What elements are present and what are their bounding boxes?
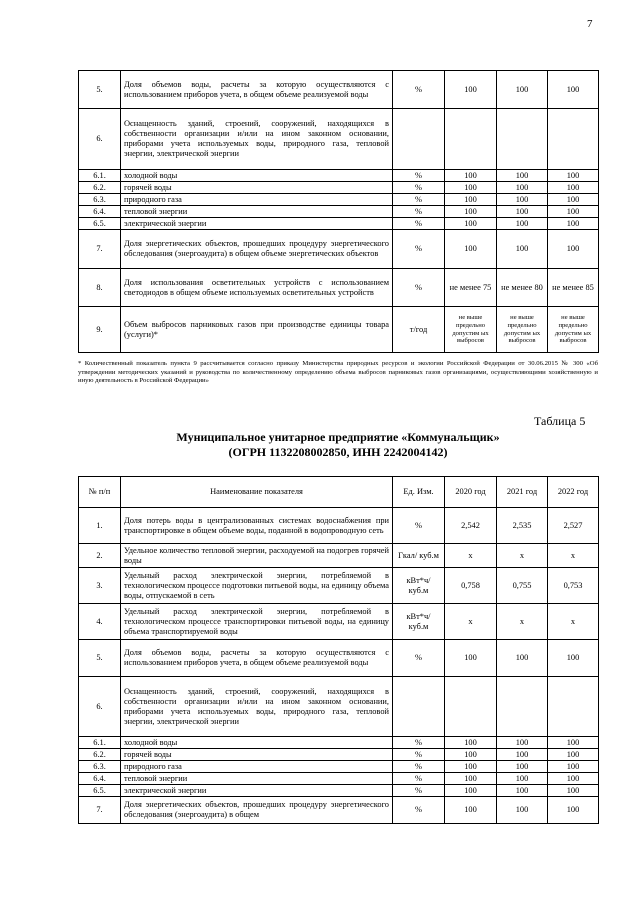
table-row: 7. Доля энергетических объектов, прошедших процедуру энергетического обследования (энергоаудита) в общем объеме энергетических объектов % 100 100 100 (79, 230, 599, 269)
organization-ids: (ОГРН 1132208002850, ИНН 2242004142) (228, 445, 448, 459)
table-row: 7. Доля энергетических объектов, прошедших процедуру энергетического обследования (энергоаудита) в общем % 100 100 100 (79, 797, 599, 824)
table-row: 6.4. тепловой энергии % 100 100 100 (79, 773, 599, 785)
table-header-row (79, 477, 599, 508)
table-row: 6.2. горячей воды % 100 100 100 (79, 182, 599, 194)
table-row: 6.4. тепловой энергии % 100 100 100 (79, 206, 599, 218)
table-row: 5. Доля объемов воды, расчеты за которую осуществляются с использованием приборов учета, в общем объеме реализуемой воды % 100 100 100 (79, 640, 599, 677)
table-row: 6.3. природного газа % 100 100 100 (79, 194, 599, 206)
table-row: 6.5. электрической энергии % 100 100 100 (79, 785, 599, 797)
table-row: 9. Объем выбросов парниковых газов при производстве единицы товара (услуги)* т/год не выше предельно допустим ых выбросов не выше предельно допустим ых выбросов не выше предельно допустим ых выбросов (79, 307, 599, 353)
header-2022: 2022 год (548, 477, 599, 508)
table-row: 6. Оснащенность зданий, строений, сооружений, находящихся в собственности организации и/или на ином законном основании, приборами учета используемых воды, природного газа, тепловой энергии, электрической энергии (79, 109, 599, 170)
header-2021: 2021 год (497, 477, 548, 508)
table-row: 2. Удельное количество тепловой энергии, расходуемой на подогрев горячей воды Гкал/ куб.м x x x (79, 544, 599, 568)
table-row: 4. Удельный расход электрической энергии, потребляемой в технологическом процессе транспортировки питьевой воды, на единицу объема транспортируемой воды кВт*ч/ куб.м x x x (79, 604, 599, 640)
header-name: Наименование показателя (121, 477, 393, 508)
table-label: Таблица 5 (534, 414, 586, 428)
table-row: 6.1. холодной воды % 100 100 100 (79, 170, 599, 182)
table-row: 1. Доля потерь воды в централизованных системах водоснабжения при транспортировке в общем объеме воды, поданной в водопроводную сеть % 2,542 2,535 2,527 (79, 508, 599, 544)
page-number: 7 (587, 18, 593, 30)
table-row: 6. Оснащенность зданий, строений, сооружений, находящихся в собственности организации и/или на ином законном основании, приборами учета используемых воды, природного газа, тепловой энергии, электрической энергии (79, 677, 599, 737)
header-2020: 2020 год (445, 477, 497, 508)
organization-name: Муниципальное унитарное предприятие «Коммунальщик» (176, 430, 500, 444)
table-row: 6.5. электрической энергии % 100 100 100 (79, 218, 599, 230)
organization-heading (78, 430, 598, 460)
indicators-table (78, 476, 599, 824)
header-num: № п/п (79, 477, 121, 508)
footnote: * Количественный показатель пункта 9 рассчитывается согласно приказу Министерства природных ресурсов и экологии Российской Федерации от 30.06.2015 № 300 «Об утверждении методических указаний и руководства по количественному определению объема выбросов парниковых газов организациями, осуществляющими хозяйственную и иную деятельность в Российской Федерации» (78, 360, 598, 385)
table-row: 8. Доля использования осветительных устройств с использованием светодиодов в общем объеме используемых осветительных устройств % не менее 75 не менее 80 не менее 85 (79, 269, 599, 307)
header-unit: Ед. Изм. (393, 477, 445, 508)
table-row: 6.1. холодной воды % 100 100 100 (79, 737, 599, 749)
table-row: 3. Удельный расход электрической энергии, потребляемой в технологическом процессе подготовки питьевой воды, на единицу объема воды, отпускаемой в сеть кВт*ч/ куб.м 0,758 0,755 0,753 (79, 568, 599, 604)
indicators-table-continued (78, 70, 599, 353)
table-row: 5. Доля объемов воды, расчеты за которую осуществляются с использованием приборов учета, в общем объеме реализуемой воды % 100 100 100 (79, 71, 599, 109)
table-row: 6.3. природного газа % 100 100 100 (79, 761, 599, 773)
table-row: 6.2. горячей воды % 100 100 100 (79, 749, 599, 761)
